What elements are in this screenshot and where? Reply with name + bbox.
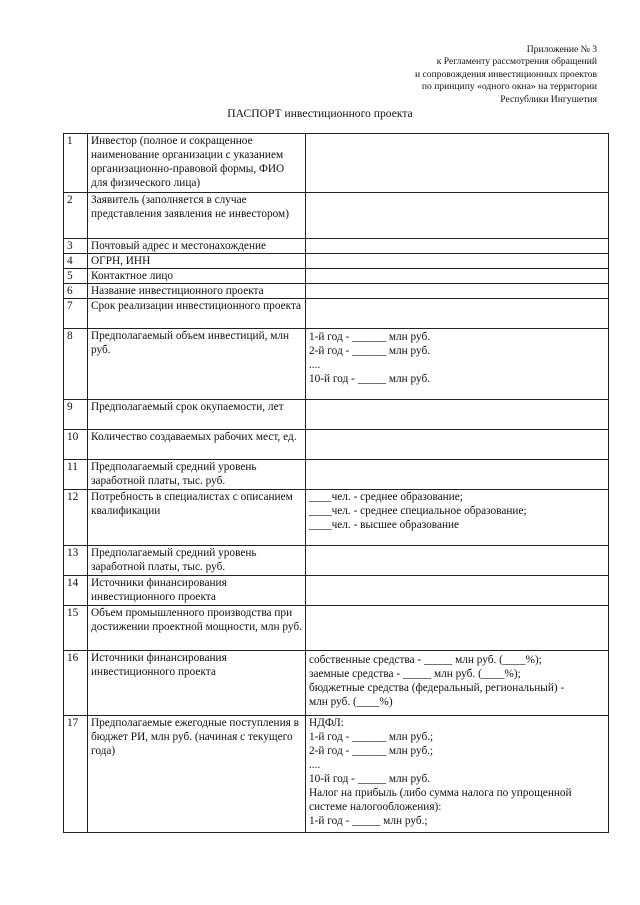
- table-row: [64, 400, 609, 430]
- table-row: [64, 546, 609, 576]
- value-line: Налог на прибыль (либо сумма налога по упрощенной: [309, 787, 572, 799]
- row-label: Инвестор (полное и сокращенное наименование организации с указанием организационно-правовой формы, ФИО для физического лица): [88, 134, 306, 193]
- row-number: 12: [64, 490, 88, 546]
- row-value: [306, 490, 609, 546]
- table-row: [64, 284, 609, 299]
- table-row: [64, 430, 609, 460]
- row-label: Почтовый адрес и местонахождение: [88, 239, 306, 254]
- row-number: 16: [64, 651, 88, 716]
- annex-line: и сопровождения инвестиционных проектов: [414, 68, 597, 80]
- value-line: 1-й год - _____ млн руб.;: [309, 815, 428, 827]
- value-line: заемные средства - _____ млн руб. (____%);: [309, 668, 521, 680]
- row-value: [306, 284, 609, 299]
- value-line: 10-й год - _____ млн руб.: [309, 773, 431, 785]
- row-value: [306, 460, 609, 490]
- value-line: НДФЛ:: [309, 717, 344, 729]
- row-number: 17: [64, 716, 88, 833]
- row-number: 11: [64, 460, 88, 490]
- value-line: бюджетные средства (федеральный, региональный) -: [309, 682, 565, 694]
- annex-line: Республики Ингушетия: [500, 93, 597, 105]
- row-value: [306, 716, 609, 833]
- row-number: 15: [64, 606, 88, 651]
- row-label: Количество создаваемых рабочих мест, ед.: [88, 430, 306, 460]
- row-value: [306, 576, 609, 606]
- row-number: 13: [64, 546, 88, 576]
- value-line: 10-й год - _____ млн руб.: [309, 373, 431, 385]
- row-number: 3: [64, 239, 88, 254]
- annex-line: по принципу «одного окна» на территории: [421, 81, 597, 93]
- row-number: 10: [64, 430, 88, 460]
- row-number: 5: [64, 269, 88, 284]
- row-number: 7: [64, 299, 88, 329]
- row-label: Предполагаемые ежегодные поступления в бюджет РИ, млн руб. (начиная с текущего года): [88, 716, 306, 833]
- row-value: [306, 546, 609, 576]
- row-value: [306, 269, 609, 284]
- row-label: Заявитель (заполняется в случае представления заявления не инвестором): [88, 193, 306, 239]
- table-row: [64, 193, 609, 239]
- value-line: ....: [309, 759, 321, 771]
- table-row: [64, 460, 609, 490]
- row-label: Контактное лицо: [88, 269, 306, 284]
- row-number: 6: [64, 284, 88, 299]
- table-row: [64, 651, 609, 716]
- value-line: 1-й год - ______ млн руб.: [309, 331, 431, 343]
- annex-line: к Регламенту рассмотрения обращений: [436, 56, 597, 68]
- table-row: [64, 239, 609, 254]
- row-label: Срок реализации инвестиционного проекта: [88, 299, 306, 329]
- passport-table: [63, 133, 609, 833]
- value-line: системе налогообложения):: [309, 801, 442, 813]
- row-number: 4: [64, 254, 88, 269]
- row-label: Источники финансирования инвестиционного проекта: [88, 576, 306, 606]
- row-value: [306, 606, 609, 651]
- value-line: 2-й год - ______ млн руб.: [309, 345, 431, 357]
- table-row: [64, 490, 609, 546]
- row-value: [306, 430, 609, 460]
- row-number: 1: [64, 134, 88, 193]
- value-line: ____чел. - высшее образование: [309, 519, 460, 531]
- row-label: ОГРН, ИНН: [88, 254, 306, 269]
- row-number: 9: [64, 400, 88, 430]
- row-label: Предполагаемый срок окупаемости, лет: [88, 400, 306, 430]
- row-label: Источники финансирования инвестиционного проекта: [88, 651, 306, 716]
- row-label: Предполагаемый объем инвестиций, млн руб.: [88, 329, 306, 400]
- row-value: [306, 134, 609, 193]
- value-line: ____чел. - среднее образование;: [309, 491, 463, 503]
- table-row: [64, 576, 609, 606]
- table-row: [64, 299, 609, 329]
- annex-header: [337, 44, 597, 106]
- row-value: [306, 299, 609, 329]
- row-value: [306, 239, 609, 254]
- value-line: млн руб. (____%): [309, 696, 393, 708]
- value-line: 2-й год - ______ млн руб.;: [309, 745, 434, 757]
- annex-line: Приложение № 3: [526, 44, 597, 55]
- row-value: [306, 254, 609, 269]
- row-label: Предполагаемый средний уровень заработной платы, тыс. руб.: [88, 546, 306, 576]
- row-label: Потребность в специалистах с описанием квалификации: [88, 490, 306, 546]
- row-label: Название инвестиционного проекта: [88, 284, 306, 299]
- value-line: собственные средства - _____ млн руб. (____%);: [309, 654, 542, 666]
- table-row: [64, 329, 609, 400]
- row-value: [306, 651, 609, 716]
- table-row: [64, 269, 609, 284]
- table-row: [64, 606, 609, 651]
- value-line: 1-й год - ______ млн руб.;: [309, 731, 434, 743]
- table-row: [64, 716, 609, 833]
- document-title: ПАСПОРТ инвестиционного проекта: [227, 107, 413, 120]
- row-value: [306, 329, 609, 400]
- value-line: ____чел. - среднее специальное образование;: [309, 505, 527, 517]
- row-number: 14: [64, 576, 88, 606]
- row-value: [306, 400, 609, 430]
- row-number: 8: [64, 329, 88, 400]
- row-label: Предполагаемый средний уровень заработной платы, тыс. руб.: [88, 460, 306, 490]
- value-line: ....: [309, 359, 321, 371]
- row-number: 2: [64, 193, 88, 239]
- table-row: [64, 134, 609, 193]
- table-row: [64, 254, 609, 269]
- row-label: Объем промышленного производства при достижении проектной мощности, млн руб.: [88, 606, 306, 651]
- row-value: [306, 193, 609, 239]
